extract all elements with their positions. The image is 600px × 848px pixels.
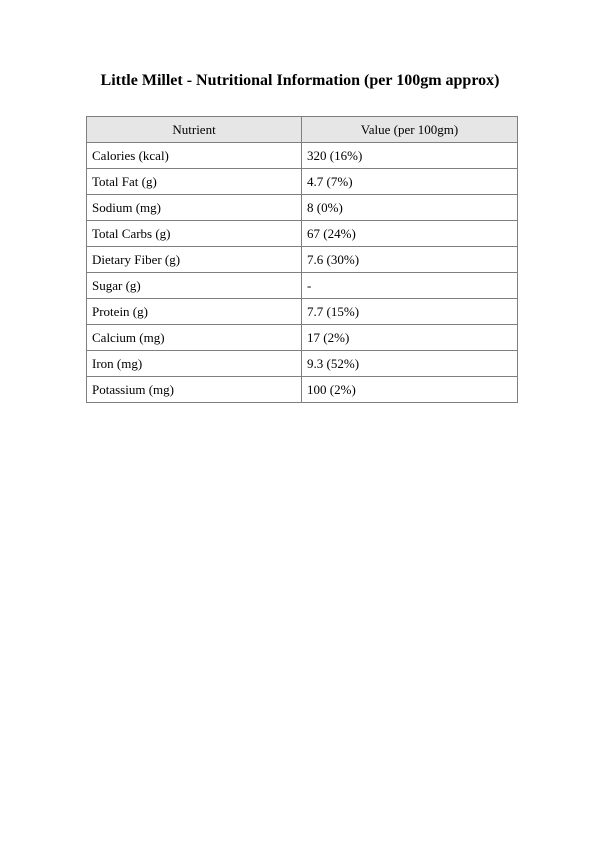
nutrient-cell: Total Fat (g) — [87, 169, 302, 195]
nutrient-cell: Dietary Fiber (g) — [87, 247, 302, 273]
column-header-value: Value (per 100gm) — [302, 117, 518, 143]
value-cell: 8 (0%) — [302, 195, 518, 221]
nutrient-cell: Sodium (mg) — [87, 195, 302, 221]
value-cell: 4.7 (7%) — [302, 169, 518, 195]
nutrient-cell: Potassium (mg) — [87, 377, 302, 403]
value-cell: 7.7 (15%) — [302, 299, 518, 325]
value-cell: 17 (2%) — [302, 325, 518, 351]
page-title: Little Millet - Nutritional Information (per 100gm approx) — [100, 72, 500, 89]
table-row — [87, 377, 518, 403]
table-row — [87, 195, 518, 221]
table-row — [87, 325, 518, 351]
table-row — [87, 351, 518, 377]
column-header-nutrient: Nutrient — [87, 117, 302, 143]
nutrient-cell: Calcium (mg) — [87, 325, 302, 351]
value-cell: - — [302, 273, 518, 299]
nutrient-cell: Total Carbs (g) — [87, 221, 302, 247]
value-cell: 9.3 (52%) — [302, 351, 518, 377]
value-cell: 320 (16%) — [302, 143, 518, 169]
table-row — [87, 143, 518, 169]
table-header-row — [87, 117, 518, 143]
nutrient-cell: Sugar (g) — [87, 273, 302, 299]
value-cell: 67 (24%) — [302, 221, 518, 247]
value-cell: 7.6 (30%) — [302, 247, 518, 273]
nutrient-cell: Iron (mg) — [87, 351, 302, 377]
table-row — [87, 299, 518, 325]
nutrient-cell: Protein (g) — [87, 299, 302, 325]
table-row — [87, 273, 518, 299]
table-row — [87, 221, 518, 247]
value-cell: 100 (2%) — [302, 377, 518, 403]
nutrition-table — [86, 116, 518, 403]
table-row — [87, 247, 518, 273]
nutrient-cell: Calories (kcal) — [87, 143, 302, 169]
table-row — [87, 169, 518, 195]
